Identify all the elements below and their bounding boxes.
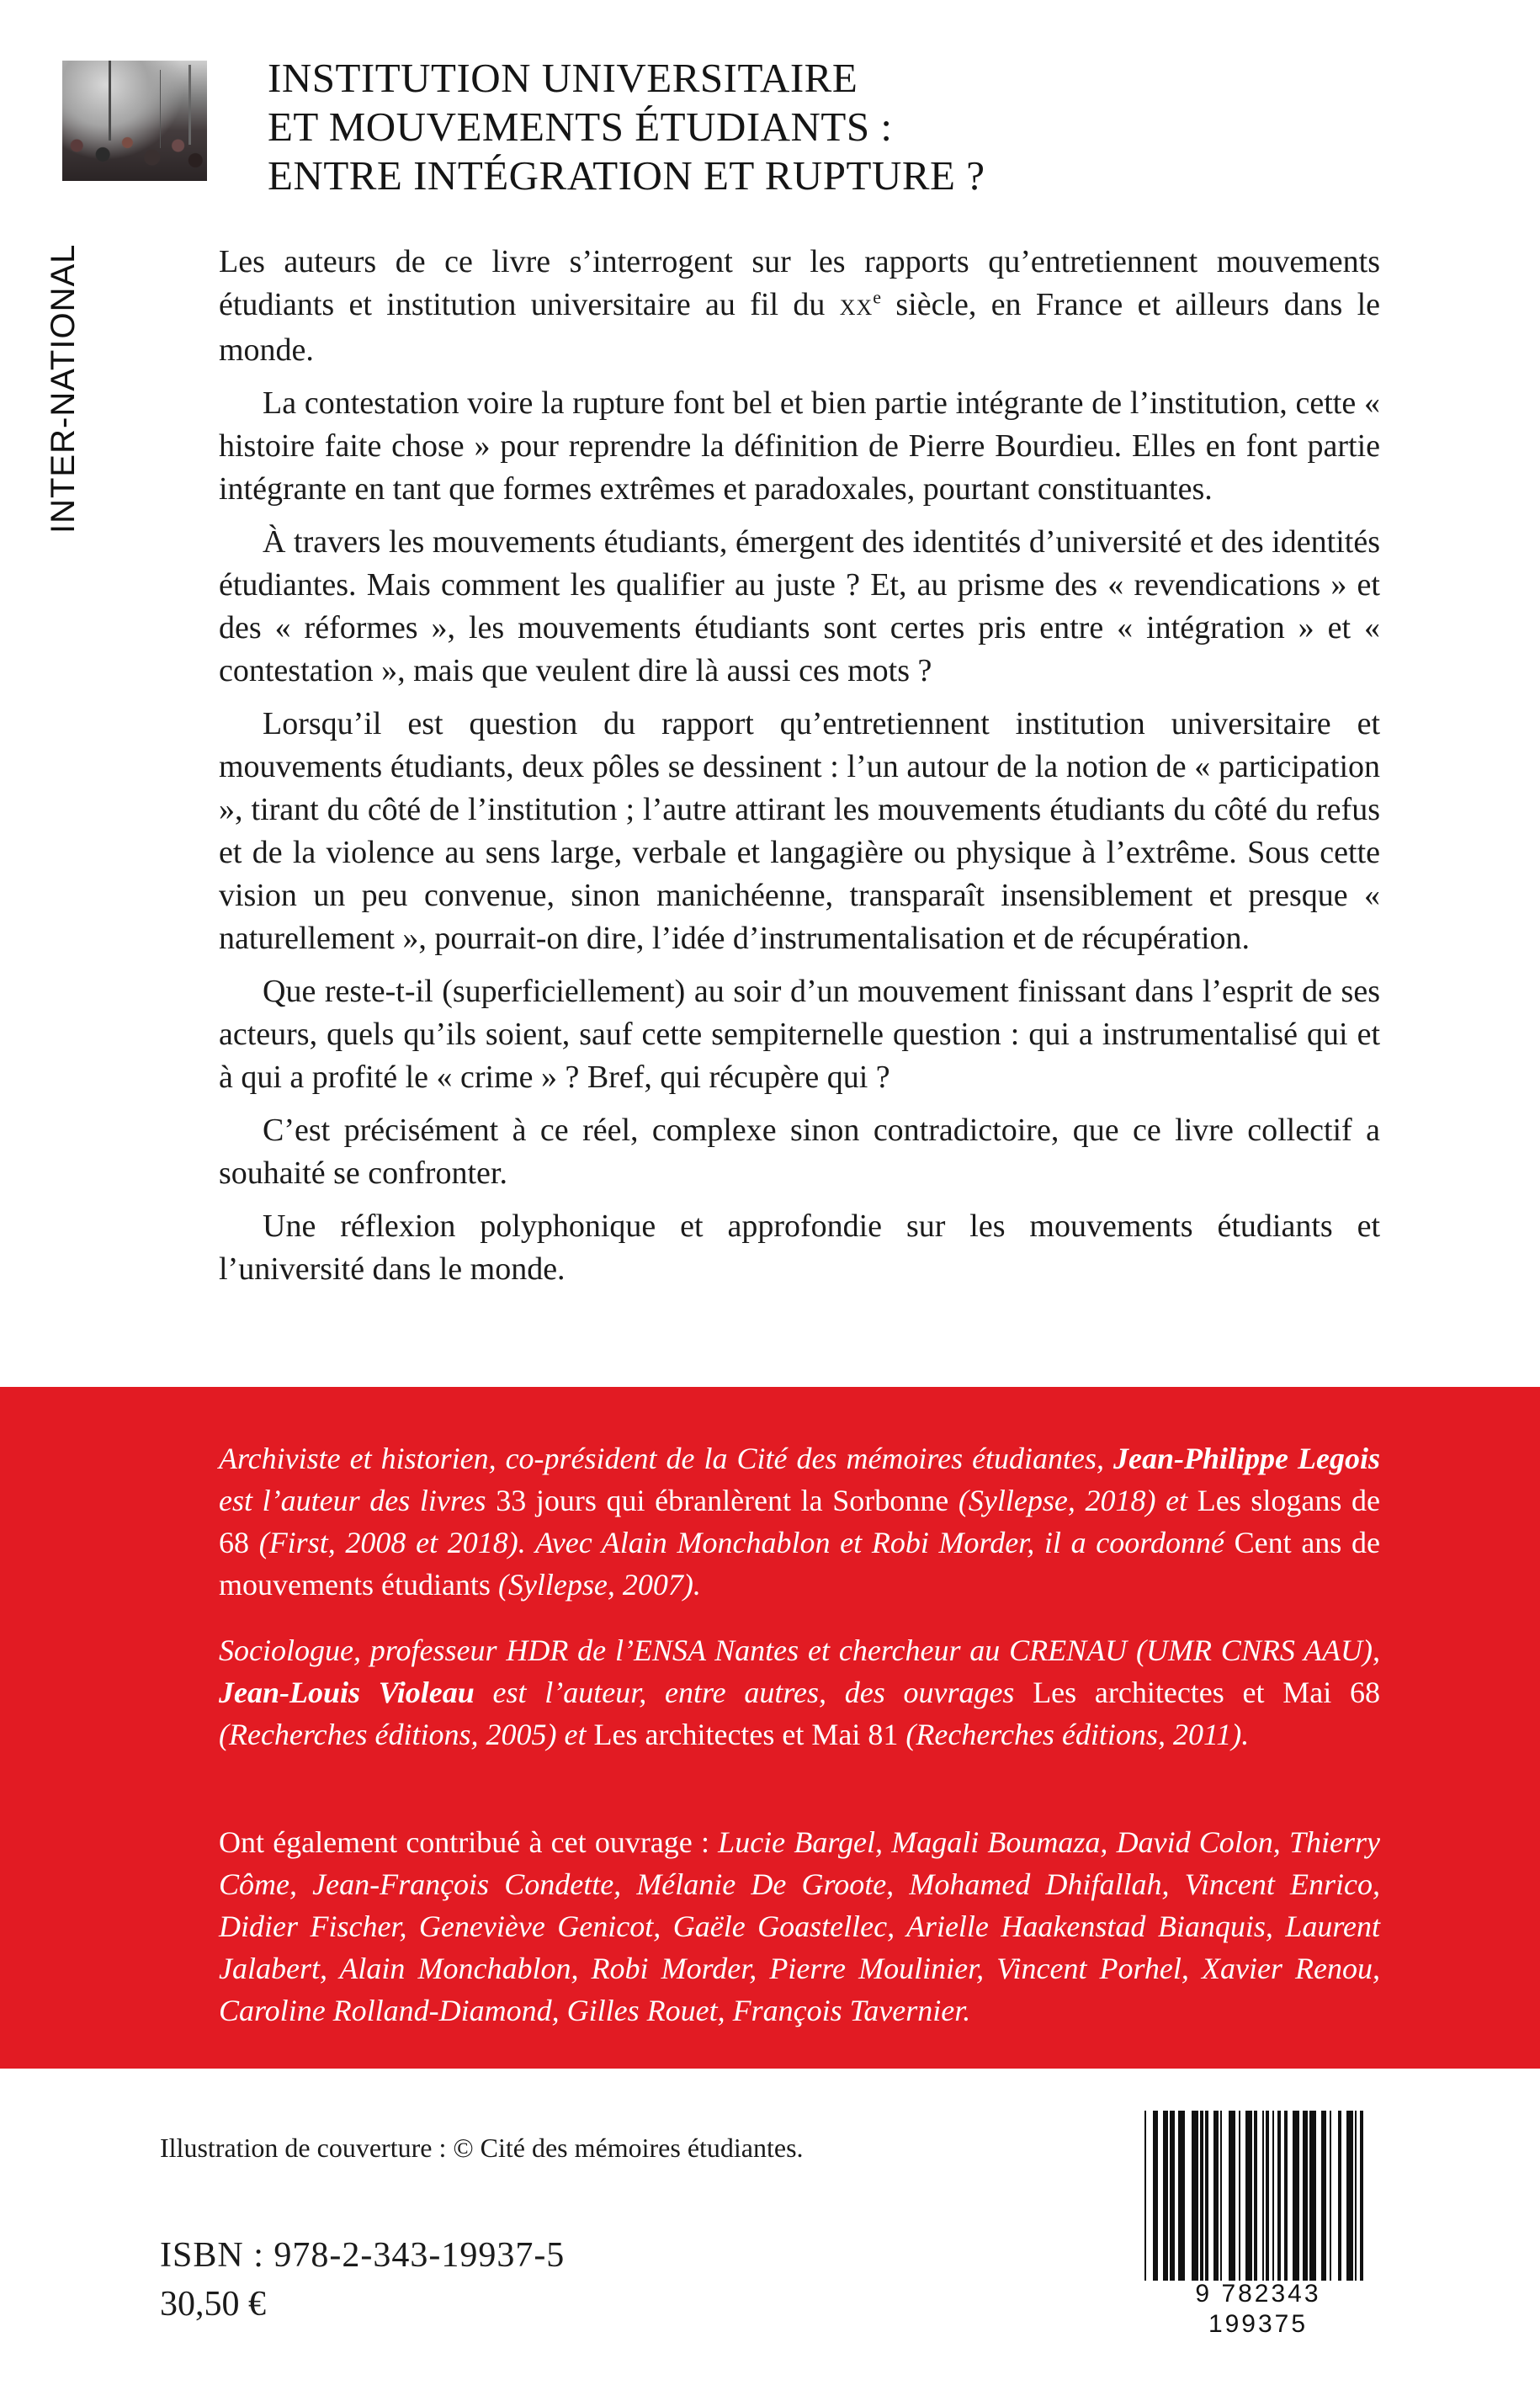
blurb-paragraph — [219, 241, 1380, 372]
blurb-paragraph: Lorsqu’il est question du rapport qu’entretiennent institution universitaire et mouvements étudiants, deux pôles se dessinent : l’un autour de la notion de « participation », tirant du côté de l’institution ; l’autre attirant les mouvements étudiants du côté du refus et de la violence au sens large, verbale et langagière ou physique à l’extrême. Sous cette vision un peu convenue, sinon manichéenne, transparaît insensiblement et presque « naturellement », pourrait-on dire, l’idée d’instrumentalisation et de récupération. — [219, 706, 1380, 956]
book-title — [268, 54, 1446, 200]
price: 30,50 € — [160, 2285, 266, 2324]
bio-text: (Syllepse, 2007). — [490, 1568, 701, 1602]
barcode-bar — [1192, 2111, 1198, 2281]
title-line: INSTITUTION UNIVERSITAIRE — [268, 55, 858, 101]
barcode-bar — [1222, 2111, 1229, 2281]
contributors-names: Lucie Bargel, Magali Boumaza, David Colon, Thierry Côme, Jean-François Condette, Mélanie De Groote, Mohamed Dhifallah, Vincent Enrico, Didier Fischer, Geneviève Genicot, Gaële Goastellec, Arielle Haakenstad Bianquis, Laurent Jalabert, Alain Monchablon, Robi Morder, Pierre Moulinier, Vincent Porhel, Xavier Renou, Caroline Rolland-Diamond, Gilles Rouet, François Tavernier. — [219, 1825, 1380, 2027]
bio-text: Sociologue, professeur HDR de l’ENSA Nantes et chercheur au CRENAU (UMR CNRS AAU), — [219, 1633, 1380, 1667]
blurb-paragraph: À travers les mouvements étudiants, émergent des identités d’université et des identités étudiantes. Mais comment les qualifier au juste ? Et, au prisme des « revendications » et des « réformes », les mouvements étudiants sont certes pris entre « intégration » et « contestation », mais que veulent dire là aussi ces mots ? — [219, 524, 1380, 688]
blurb-paragraph: Une réflexion polyphonique et approfondie sur les mouvements étudiants et l’université dans le monde. — [219, 1208, 1380, 1287]
barcode-number: 9 782343 199375 — [1195, 2280, 1321, 2338]
barcode-bar — [1346, 2111, 1353, 2281]
barcode-bar — [1245, 2111, 1252, 2281]
book-title-ref: Les slogans de 68 — [219, 1484, 1381, 1559]
century-superscript: e — [873, 286, 882, 308]
book-title-ref: 33 jours qui ébranlèrent la Sorbonne — [496, 1484, 949, 1517]
cover-photo-thumbnail — [62, 61, 207, 181]
title-line: ET MOUVEMENTS ÉTUDIANTS : — [268, 104, 893, 150]
century-numeral: XX — [839, 295, 874, 320]
barcode-bar — [1178, 2111, 1185, 2281]
bio-text: (First, 2008 et 2018). Avec Alain Monchablon et Robi Morder, il a coordonné — [249, 1526, 1235, 1559]
blurb-text-run: siècle, en France et ailleurs dans le monde. — [219, 287, 1380, 368]
barcode-bar — [1229, 2111, 1235, 2281]
contributors-list — [219, 1821, 1380, 2032]
bio-text: est l’auteur, entre autres, des ouvrages — [474, 1676, 1033, 1709]
blurb-text — [219, 241, 1380, 1301]
barcode-bar — [1293, 2111, 1299, 2281]
blurb-paragraph: C’est précisément à ce réel, complexe sinon contradictoire, que ce livre collectif a souhaité se confronter. — [219, 1113, 1380, 1191]
series-name: INTER-NATIONAL — [45, 243, 82, 534]
blurb-text-run: Les auteurs de ce livre s’interrogent sur les rapports qu’entretiennent mouvements étudiants et institution universitaire au fil du — [219, 244, 1380, 322]
title-line: ENTRE INTÉGRATION ET RUPTURE ? — [268, 152, 985, 199]
barcode — [1144, 2111, 1372, 2338]
barcode-bar — [1146, 2111, 1153, 2281]
contributors-intro: Ont également contribué à cet ouvrage : — [219, 1825, 719, 1859]
bio-text: est l’auteur des livres — [219, 1484, 497, 1517]
author-bio-violeau — [219, 1629, 1380, 1756]
book-title-ref: Cent ans de mouvements étudiants — [219, 1526, 1380, 1602]
author-name: Jean-Louis Violeau — [219, 1676, 475, 1709]
bio-text: (Syllepse, 2018) et — [948, 1484, 1197, 1517]
blurb-paragraph: Que reste-t-il (superficiellement) au soir d’un mouvement finissant dans l’esprit de ses acteurs, quels qu’ils soient, sauf cette sempiternelle question : qui a instrumentalisé qui et à qui a profité le « crime » ? Bref, qui récupère qui ? — [219, 974, 1380, 1095]
barcode-bar — [1309, 2111, 1316, 2281]
cover-illustration-credit: Illustration de couverture : © Cité des mémoires étudiantes. — [160, 2133, 804, 2163]
author-bio-legois — [219, 1437, 1380, 1606]
bio-text: Archiviste et historien, co-président de la Cité des mémoires étudiantes, — [219, 1442, 1114, 1475]
blurb-paragraph: La contestation voire la rupture font bel et bien partie intégrante de l’institution, cette « histoire faite chose » pour reprendre la définition de Pierre Bourdieu. Elles en font partie intégrante en tant que formes extrêmes et paradoxales, pourtant constituantes. — [219, 385, 1380, 507]
barcode-bars — [1144, 2111, 1372, 2281]
barcode-bar — [1331, 2111, 1338, 2281]
bio-text: (Recherches éditions, 2005) et — [219, 1718, 594, 1751]
barcode-bar — [1185, 2111, 1192, 2281]
book-title-ref: Les architectes et Mai 81 — [593, 1718, 899, 1751]
author-bio-panel — [0, 1387, 1540, 2069]
bio-text: (Recherches éditions, 2011). — [898, 1718, 1250, 1751]
isbn: ISBN : 978-2-343-19937-5 — [160, 2236, 566, 2275]
barcode-bar — [1363, 2111, 1368, 2281]
author-name: Jean-Philippe Legois — [1113, 1442, 1381, 1475]
book-title-ref: Les architectes et Mai 68 — [1033, 1676, 1380, 1709]
